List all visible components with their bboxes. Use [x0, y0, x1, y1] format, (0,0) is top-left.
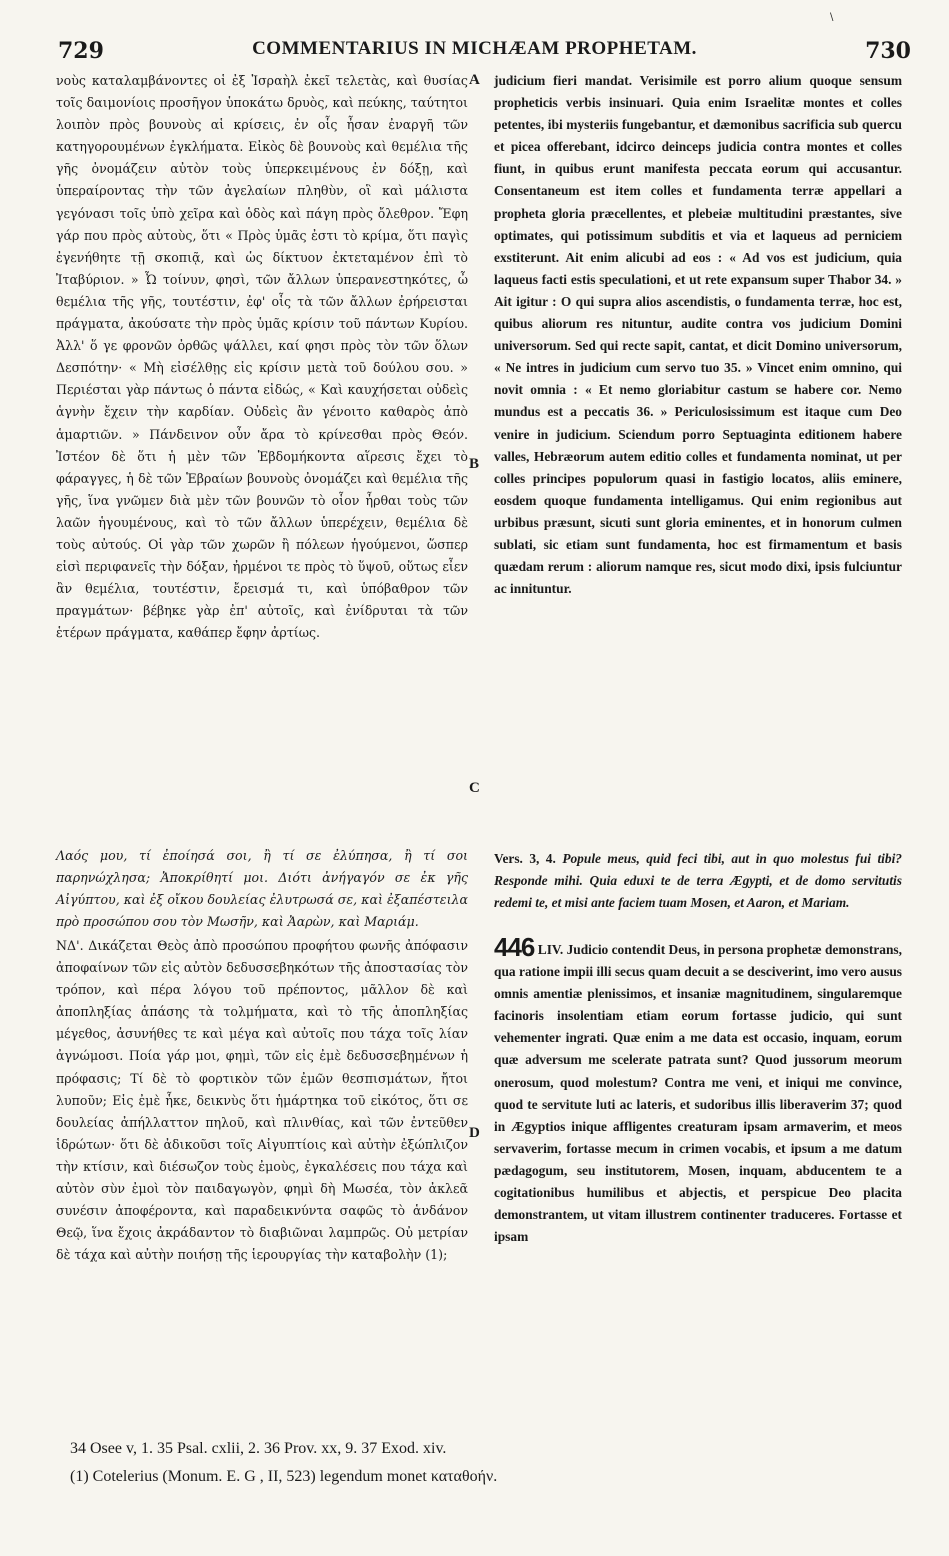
- latin-verse-head: Vers. 3, 4.: [494, 851, 556, 866]
- marker-b: B: [469, 456, 480, 472]
- column-number: 446: [494, 932, 535, 962]
- latin-paragraph-2: [494, 932, 902, 1248]
- page-header: [0, 30, 949, 70]
- greek-commentary-top: [56, 70, 468, 644]
- marker-d: D: [469, 1125, 480, 1141]
- latin-paragraph-2-text: LIV. Judicio contendit Deus, in persona prophetæ demonstrans, qua ratione impii illi secus quam decuit a se desciverint, imo vero ausus omnis amentiæ plenissimos, et insaniæ magnitudinem, singularemque facinoris insolentiam etiam eorum fortasse judicio, qui sunt vehementer ingrati. Quæ enim a me data est occasio, inquam, eorum quæ adversum me scelerate patrata sunt? Quod jussorum meorum onerosum, quod molestum? Contra me veni, et iniqui me convince, quod te servitute luti ac lateris, et sudoribus illis liberaverim 37; quod in Ægyptios inique affligentes creaturam ipsam armaverim, et meos servaverim, fortasse mecum in crimen vocabis, et ipsum a me datum pædagogum, seu institutorem, Mosen, inquam, abducentem te a cogitationibus humilibus et abjectis, et perspicue Deo placita demonstrantem, ut vitam illustrem continenter traduceres. Fortasse et ipsam: [494, 942, 902, 1245]
- marker-c: C: [469, 780, 480, 796]
- right-page-number: 730: [865, 38, 911, 64]
- left-page-number: 729: [58, 38, 104, 64]
- greek-paragraph-1: νοὺς καταλαμβάνοντες οἱ ἐξ Ἰσραὴλ ἐκεῖ τελετὰς, καὶ θυσίας τοῖς δαιμονίοις προσῆγον ὑποκάτω δρυὸς, καὶ πεύκης, ταύτητοι λοιπὸν πρὸς βουνοὺς αἱ κρίσεις, ἐν οἷς ἦσαν ἐναργῆ τῶν κατηγορουμένων ἐγκλήματα. Εἰκὸς δὲ βουνοὺς καὶ θεμέλια τῆς γῆς ὀνομάζειν αὐτὸν τοὺς ὑπερκειμένους ἐν δόξῃ, καὶ ὑπεραίροντας τὴν τῶν ἀγελαίων πληθὺν, οἳ καὶ μάλιστα γεγόνασι τοῖς ὑπὸ χεῖρα καὶ ὁδὸς καὶ πάγη πρὸς ὄλεθρον. Ἔφη γάρ που πρὸς αὐτοὺς, ὅτι « Πρὸς ὑμᾶς ἐστι τὸ κρίμα, ὅτι παγὶς ἐγενήθητε τῇ σκοπιᾷ, καὶ ὡς δίκτυον ἐκτεταμένον ἐπὶ τὸ Ἰταβύριον. » Ὦ τοίνυν, φησὶ, τῶν ἄλλων ὑπερανεστηκότες, ὦ θεμέλια τῆς γῆς, τουτέστιν, ἐφ' οἷς τὰ τῶν ἄλλων ἐρήρεισται πράγματα, ἀκούσατε τὴν πρὸς ὑμᾶς κρίσιν τοῦ πάντων Κυρίου. Ἀλλ' ὅ γε φρονῶν ὀρθῶς ψάλλει, καί φησι πρὸς τὸν τῶν ὅλων Δεσπότην· « Μὴ εἰσέλθῃς εἰς κρίσιν μετὰ τοῦ δούλου σου. » Περιέσται γὰρ πάντως ὁ πάντα εἰδώς, « Καὶ καυχήσεται οὐδεὶς ἁγνὴν ἔχειν τὴν καρδίαν. Οὐδεὶς ἂν γένοιτο καθαρὸς ἀπὸ ἁμαρτιῶν. » Πάνδεινον οὖν ἄρα τὸ κρίνεσθαι πρὸς Θεόν. Ἰστέον δὲ ὅτι ἡ μὲν τῶν Ἑβδομήκοντα αἵρεσις ἔχει τὸ φάραγγες, ἡ δὲ τῶν Ἑβραίων βουνοὺς ὀνομάζει καὶ θεμέλια τῆς γῆς, ἵνα γνῶμεν διὰ μὲν τῶν βουνῶν τὸ οἷον ἦρθαι τοὺς τῶν λαῶν ἡγουμένους, καὶ τὸ τῶν ἄλλων ὑπερέχειν, θεμέλια δὲ τοὺς αὐτούς. Οἱ γὰρ τῶν χωρῶν ἢ πόλεων ἡγούμενοι, ὥσπερ εἰσὶ περιφανεῖς τὴν δόξαν, ἠρμένοι τε πρὸς τὸ ὕψοῦ, οὕτως εἶεν ἂν θεμέλια, τουτέστιν, ἔρεισμά τι, καὶ ὑπόβαθρον τῶν πραγμάτων· βέβηκε γὰρ ἐπ' αὐτοῖς, καὶ ἐνίδρυται τὰ τῶν ἑτέρων πράγματα, καθάπερ ἔφην ἀρτίως.: [56, 73, 468, 641]
- scripture-footnotes: 34 Osee v, 1. 35 Psal. cxlii, 2. 36 Prov. xx, 9. 37 Exod. xiv.: [70, 1440, 447, 1457]
- latin-verse-text: [494, 848, 902, 914]
- latin-verse: [494, 848, 902, 914]
- latin-paragraph-1: judicium fieri mandat. Verisimile est porro alium quoque sensum propheticis verbis insinuari. Quia enim Israelitæ montes et colles petentes, ibi mysteriis fungebantur, et dæmonibus sacrificia sub quercu et picea offerebant, idcirco deinceps judicia contra montes et colles fiunt, in quibus erunt manifesta peccata eorum qui accusantur. Consentaneum est item colles et fundamenta terræ appellari a propheta gloria præcellentes, et plebeiæ multitudini præstantes, sive optimates, qui potissimum subditis et via et laqueus ad perniciem exstiterunt. Ait enim alicubi ad eos : « Ad vos est judicium, quia laqueus facti estis speculationi, et ut rete expansum super Thabor 34. » Ait igitur : O qui supra alios ascendistis, o fundamenta terræ, hoc est, quibus aliorum res nituntur, audite contra vos judicium Domini universorum. Sed qui recte sapit, cantat, et dicit Domino universorum, « Ne intres in judicium cum servo tuo 35. » Vincet enim omnino, qui novit omnia : « Et nemo gloriabitur castum se habere cor. Nemo mundus est a peccatis 36. » Periculosissimum est itaque cum Deo venire in judicium. Sciendum porro Septuaginta editionem habere valles, Hebræorum autem editio colles et fundamenta nominat, ut per colles principes populorum quasi in fastigio locatos, aliis eminere, eosdem quoque fundamenta intelligamus. Qui enim regionibus aut urbibus præsunt, sicuti sunt gloria eminentes, et in honorum culmen sublati, sic etiam sunt fundamenta, hoc est firmamentum et basis quædam rerum : aliorum namque res, sicut modo dixi, ipsis fulciuntur ac innituntur.: [494, 73, 902, 597]
- greek-verse-text: Λαός μου, τί ἐποίησά σοι, ἢ τί σε ἐλύπησα, ἢ τί σοι παρηνώχλησα; Ἀποκρίθητί μοι. Διότι ἀνήγαγόν σε ἐκ γῆς Αἰγύπτου, καὶ ἐξ οἴκου δουλείας ἐλυτρωσά σε, καὶ ἐξαπέστειλα πρὸ προσώπου σου τὸν Μωσῆν, καὶ Ἀαρὼν, καὶ Μαριάμ.: [56, 848, 468, 930]
- greek-verse: [56, 845, 468, 933]
- latin-commentary-top: [494, 70, 902, 600]
- corner-mark: \: [830, 12, 834, 23]
- latin-commentary-bottom: [494, 932, 902, 1248]
- greek-commentary-bottom: [56, 935, 468, 1266]
- marker-a: A: [469, 72, 480, 88]
- latin-verse-body: Popule meus, quid feci tibi, aut in quo molestus fui tibi? Responde mihi. Quia eduxi te de terra Ægypti, et de domo servitutis redemi te, et misi ante faciem tuam Mosen, et Aaron, et Mariam.: [494, 851, 903, 911]
- greek-paragraph-2: ΝΔ'. Δικάζεται Θεὸς ἀπὸ προσώπου προφήτου φωνῆς ἀπόφασιν ἀποφαίνων τῶν εἰς αὐτὸν δεδυσσεβηκότων τῆς ἀποστασίας τὸν τρόπον, καὶ πέρα λόγου τοῦ πρέποντος, μᾶλλον δὲ καὶ ἀποπληξίας ἁπάσης τὰ τολμήματα, καὶ τὸ τῆς ἀποπληξίας μέγεθος, ἀσυνήθες τε καὶ μέγα καὶ αὐτοῖς που τάχα τοῖς λίαν ἀγνώμοσι. Ποία γάρ μοι, φημὶ, τῶν εἰς ἐμὲ δεδυσσεβημένων ἡ πρόφασις; Τί δὲ τὸ φορτικὸν τῶν ἐμῶν θεσπισμάτων, ἤτοι λυποῦν; Εἰς ἐμὲ ἧκε, δεικνὺς ὅτι ἡμάρτηκα τοῦ εἰκότος, ὅτι σε δουλείας ἀπήλλαττον πηλοῦ, καὶ πλινθίας, καὶ τῶν ἐντεῦθεν ἱδρώτων· ὅτι δὲ ἀδικοῦσι τοῖς Αἰγυπτίοις καὶ αὐτὴν ἐξώπλιζον τὴν κτίσιν, καὶ διέσωζον τοὺς ἐμοὺς, ἐγκαλέσεις που τάχα καὶ αὐτὸν σὺν ἐμοὶ τὸν παιδαγωγὸν, φημὶ δὴ Μωσέα, τὸν ἀκλεᾶ συνέσιν ἀποφέροντα, καὶ παραδεικνύντα σαφῶς τὸ ἁνδάνον Θεῷ, ἵνα ἔχοις ἀκράδαντον τὸ διαβιῶναι λαμπρῶς. Οὐ μετρίαν δὲ τάχα καὶ αὐτὴν ποιήσῃ τῆς ἱερουργίας τὴν καταβολὴν (1);: [56, 938, 468, 1263]
- running-title: COMMENTARIUS IN MICHÆAM PROPHETAM.: [252, 38, 697, 59]
- editor-footnote: (1) Cotelerius (Monum. E. G , II, 523) legendum monet καταθοήν.: [70, 1468, 498, 1485]
